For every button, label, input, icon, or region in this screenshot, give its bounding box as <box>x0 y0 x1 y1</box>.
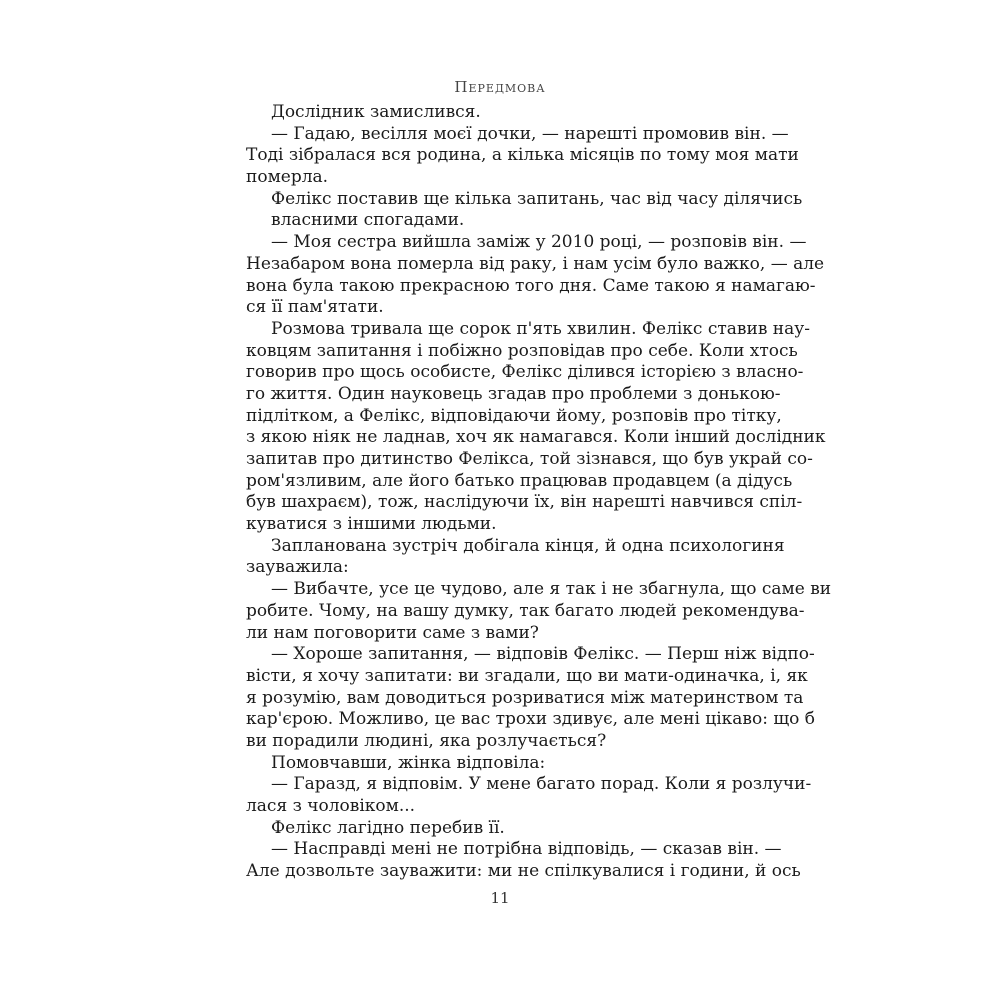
text-line: запитав про дитинство Фелікса, той зізнався, що був украй со- <box>246 449 813 469</box>
text-line: Але дозвольте зауважити: ми не спілкувалися і години, й ось <box>246 861 801 882</box>
text-line: ся її пам'ятати. <box>246 297 384 318</box>
running-header: Передмова <box>454 78 546 96</box>
text-line: зауважила: <box>246 557 349 578</box>
text-line: ковцям запитання і побіжно розповідав про себе. Коли хтось <box>246 340 798 361</box>
text-line: померла. <box>246 167 329 188</box>
text-line: Дослідник замислився. <box>271 102 481 122</box>
text-line: куватися з іншими людьми. <box>246 514 497 535</box>
text-line: ли нам поговорити саме з вами? <box>246 622 539 643</box>
text-line: вісти, я хочу запитати: ви згадали, що ви мати-одиначка, і, як <box>246 665 808 686</box>
text-line: — Насправді мені не потрібна відповідь, — сказав він. — <box>271 839 782 860</box>
text-line: говорив про щось особисте, Фелікс ділився історією з власно- <box>246 362 804 383</box>
text-line: з якою ніяк не ладнав, хоч як намагався. Коли інший дослідник <box>246 427 826 448</box>
text-line: Тоді зібралася вся родина, а кілька місяців по тому моя мати <box>246 145 799 166</box>
text-line: лася з чоловіком... <box>246 796 416 816</box>
text-line: я розумію, вам доводиться розриватися між материнством та <box>246 687 804 708</box>
text-line: Незабаром вона померла від раку, і нам усім було важко, — але <box>246 253 825 274</box>
text-line: Фелікс поставив ще кілька запитань, час від часу ділячись <box>271 188 803 209</box>
text-line: — Вибачте, усе це чудово, але я так і не збагнула, що саме ви <box>271 579 832 600</box>
text-line: — Хороше запитання, — відповів Фелікс. — Перш ніж відпо- <box>271 644 815 665</box>
body-text <box>246 102 832 883</box>
text-line: підлітком, а Фелікс, відповідаючи йому, розповів про тітку, <box>246 405 782 426</box>
text-line: ром'язливим, але його батько працював продавцем (а дідусь <box>246 470 793 491</box>
text-line: робите. Чому, на вашу думку, так багато людей рекомендува- <box>246 600 805 621</box>
text-line: вона була такою прекрасною того дня. Саме такою я намагаю- <box>246 275 816 296</box>
text-line: кар'єрою. Можливо, це вас трохи здивує, але мені цікаво: що б <box>246 709 816 730</box>
text-line: — Гадаю, весілля моєї дочки, — нарешті промовив він. — <box>271 123 789 144</box>
text-line: власними спогадами. <box>271 210 465 231</box>
text-line: Фелікс лагідно перебив її. <box>271 817 505 838</box>
text-line: Запланована зустріч добігала кінця, й одна психологиня <box>271 535 785 556</box>
text-line: — Гаразд, я відповім. У мене багато порад. Коли я розлучи- <box>271 774 812 795</box>
text-line: го життя. Один науковець згадав про проблеми з донькою- <box>246 383 781 404</box>
text-line: — Моя сестра вийшла заміж у 2010 році, — розповів він. — <box>271 232 807 253</box>
text-line: був шахраєм), тож, наслідуючи їх, він нарешті навчився спіл- <box>246 492 803 513</box>
text-line: Помовчавши, жінка відповіла: <box>271 752 546 773</box>
text-line: ви порадили людині, яка розлучається? <box>246 730 607 751</box>
page-number: 11 <box>490 889 510 907</box>
text-line: Розмова тривала ще сорок п'ять хвилин. Фелікс ставив нау- <box>271 318 811 339</box>
